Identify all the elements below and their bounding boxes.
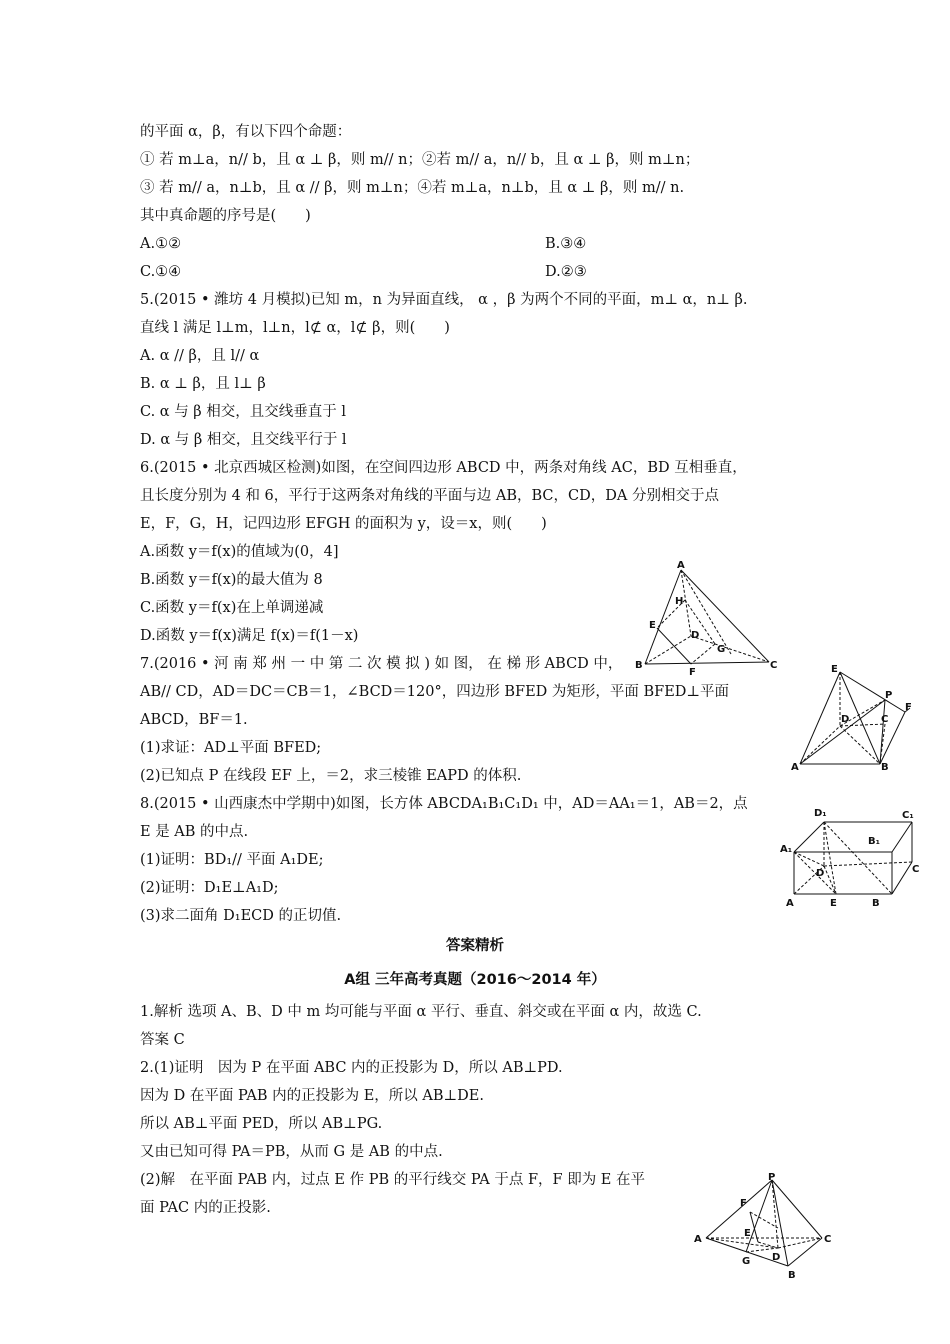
- q7-stem: AB// CD，AD＝DC＝CB＝1，∠BCD＝120°，四边形 BFED 为矩形，平面 BFED⊥平面: [140, 684, 730, 700]
- vertex-label: C: [770, 660, 778, 671]
- vertex-label: F: [905, 702, 912, 713]
- text-line: ③ 若 m// a，n⊥b，且 α // β，则 m⊥n；④若 m⊥a，n⊥b，且 α ⊥ β，则 m// n.: [140, 180, 685, 196]
- vertex-label: G: [717, 644, 726, 655]
- vertex-label: E: [831, 664, 838, 675]
- group-title: A组 三年高考真题（2016～2014 年）: [344, 972, 606, 988]
- vertex-label: C: [881, 714, 889, 725]
- vertex-label: D₁: [814, 808, 827, 819]
- vertex-label: A: [786, 898, 794, 909]
- vertex-label: E: [649, 620, 656, 631]
- vertex-label: H: [675, 596, 684, 607]
- option-c: C.①④: [140, 264, 182, 280]
- q6-option: B.函数 y＝f(x)的最大值为 8: [140, 572, 323, 588]
- vertex-label: C: [912, 864, 920, 875]
- vertex-label: C: [824, 1234, 832, 1245]
- q6-stem: E，F，G，H，记四边形 EFGH 的面积为 y，设＝x，则( ): [140, 516, 547, 532]
- q7-part: (2)已知点 P 在线段 EF 上，＝2，求三棱锥 EAPD 的体积.: [140, 768, 522, 784]
- vertex-label: B₁: [868, 836, 881, 847]
- vertex-label: D: [772, 1252, 781, 1263]
- q5-option: D. α 与 β 相交，且交线平行于 l: [140, 432, 347, 448]
- q6-option: D.函数 y＝f(x)满足 f(x)＝f(1－x): [140, 628, 359, 644]
- vertex-label: P: [885, 690, 893, 701]
- vertex-label: B: [881, 762, 889, 773]
- vertex-label: B: [788, 1270, 796, 1281]
- q5-option: B. α ⊥ β，且 l⊥ β: [140, 376, 266, 392]
- vertex-label: D: [691, 630, 700, 641]
- vertex-label: F: [689, 667, 696, 678]
- answer-line: 1.解析 选项 A、B、D 中 m 均可能与平面 α 平行、垂直、斜交或在平面 α 内，故选 C.: [140, 1004, 702, 1020]
- q7-stem: 7.(2016 • 河 南 郑 州 一 中 第 二 次 模 拟 ) 如 图， 在 梯 形 ABCD 中，: [140, 656, 623, 672]
- q8-part: (3)求二面角 D₁ECD 的正切值.: [140, 908, 342, 924]
- text-line: 的平面 α，β，有以下四个命题：: [140, 124, 352, 140]
- option-b: B.③④: [545, 236, 587, 252]
- answer-line: 2.(1)证明 因为 P 在平面 ABC 内的正投影为 D，所以 AB⊥PD.: [140, 1060, 563, 1076]
- vertex-label: F: [740, 1198, 747, 1209]
- vertex-label: A: [677, 560, 685, 571]
- answer-line: 又由已知可得 PA＝PB，从而 G 是 AB 的中点.: [140, 1144, 443, 1160]
- vertex-label: C₁: [902, 810, 914, 821]
- q7-part: (1)求证：AD⊥平面 BFED;: [140, 740, 322, 756]
- q5-option: A. α // β，且 l// α: [140, 348, 260, 364]
- option-a: A.①②: [140, 236, 182, 252]
- q6-option: C.函数 y＝f(x)在上单调递减: [140, 600, 324, 616]
- answer-line: 面 PAC 内的正投影.: [140, 1200, 271, 1216]
- vertex-label: A₁: [780, 844, 793, 855]
- vertex-label: E: [830, 898, 837, 909]
- q8-part: (2)证明：D₁E⊥A₁D;: [140, 880, 279, 896]
- vertex-label: A: [791, 762, 799, 773]
- vertex-label: G: [742, 1256, 751, 1267]
- q5-option: C. α 与 β 相交，且交线垂直于 l: [140, 404, 347, 420]
- q6-option: A.函数 y＝f(x)的值域为(0，4]: [140, 544, 339, 560]
- answer-line: (2)解 在平面 PAB 内，过点 E 作 PB 的平行线交 PA 于点 F，F 即为 E 在平: [140, 1172, 645, 1188]
- q5-stem: 直线 l 满足 l⊥m，l⊥n，l⊄ α，l⊄ β，则( ): [140, 320, 450, 336]
- tetrahedron-figure: [625, 558, 785, 678]
- answer-line: 因为 D 在平面 PAB 内的正投影为 E，所以 AB⊥DE.: [140, 1088, 484, 1104]
- pyramid-figure: [690, 1170, 840, 1282]
- vertex-label: D: [841, 714, 850, 725]
- vertex-label: P: [768, 1172, 776, 1183]
- q8-stem: 8.(2015 • 山西康杰中学期中)如图，长方体 ABCDA₁B₁C₁D₁ 中，AD＝AA₁＝1，AB＝2，点: [140, 796, 748, 812]
- cuboid-figure: [780, 800, 920, 910]
- q6-stem: 且长度分别为 4 和 6，平行于这两条对角线的平面与边 AB，BC，CD，DA 分别相交于点: [140, 488, 719, 504]
- q8-part: (1)证明：BD₁// 平面 A₁DE;: [140, 852, 324, 868]
- option-d: D.②③: [545, 264, 587, 280]
- q7-stem: ABCD，BF＝1.: [140, 712, 248, 728]
- text-line: 其中真命题的序号是( ): [140, 208, 311, 224]
- vertex-label: D: [816, 868, 825, 879]
- q8-stem: E 是 AB 的中点.: [140, 824, 249, 840]
- vertex-label: E: [744, 1228, 751, 1239]
- answer-title: 答案精析: [446, 938, 504, 954]
- q5-stem: 5.(2015 • 潍坊 4 月模拟)已知 m，n 为异面直线， α ，β 为两个不同的平面，m⊥ α，n⊥ β.: [140, 292, 748, 308]
- q6-stem: 6.(2015 • 北京西城区检测)如图，在空间四边形 ABCD 中，两条对角线 AC，BD 互相垂直，: [140, 460, 747, 476]
- answer-line: 答案 C: [140, 1032, 185, 1048]
- vertex-label: B: [872, 898, 880, 909]
- vertex-label: A: [694, 1234, 702, 1245]
- trapezoid-figure: [785, 660, 925, 775]
- text-line: ① 若 m⊥a，n// b，且 α ⊥ β，则 m// n；②若 m// a，n// b，且 α ⊥ β，则 m⊥n；: [140, 152, 700, 168]
- vertex-label: B: [635, 660, 643, 671]
- answer-line: 所以 AB⊥平面 PED，所以 AB⊥PG.: [140, 1116, 383, 1132]
